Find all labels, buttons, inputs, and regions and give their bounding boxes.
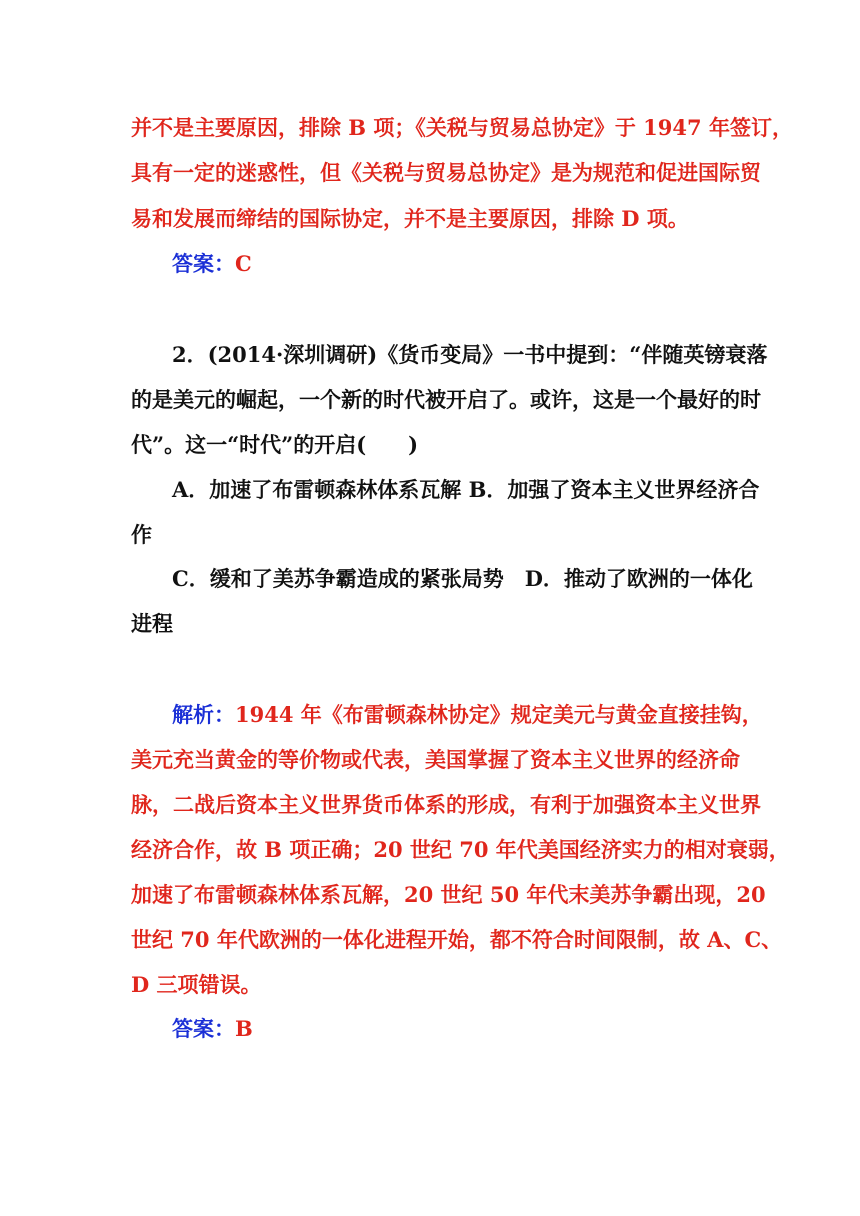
explanation-2-label: 解析：	[172, 702, 235, 727]
option-a-b-line: A．加速了布雷顿森林体系瓦解 B．加强了资本主义世界经济合	[172, 477, 760, 502]
answer-1	[172, 249, 731, 279]
explanation-2-line-4: 经济合作，故 B 项正确；20 世纪 70 年代美国经济实力的相对衰弱，	[131, 837, 790, 862]
option-b-continuation: 作	[131, 522, 152, 547]
answer-2-label: 答案：	[172, 1016, 235, 1041]
explanation-2-line-7: D 三项错误。	[131, 972, 262, 997]
explanation-1-line-1: 并不是主要原因，排除 B 项；《关税与贸易总协定》于 1947 年签订，	[131, 115, 793, 140]
option-d-continuation: 进程	[131, 611, 173, 636]
question-2-stem-line-1: 2．(2014·深圳调研)《货币变局》一书中提到：“伴随英镑衰落	[172, 342, 768, 367]
explanation-2-line-2: 美元充当黄金的等价物或代表，美国掌握了资本主义世界的经济命	[131, 747, 740, 772]
explanation-2-line-1	[172, 700, 763, 730]
explanation-2-line-3: 脉，二战后资本主义世界货币体系的形成，有利于加强资本主义世界	[131, 792, 761, 817]
option-c-d-line: C．缓和了美苏争霸造成的紧张局势 D．推动了欧洲的一体化	[172, 566, 753, 591]
answer-2-value: B	[235, 1016, 253, 1041]
explanation-2-line-5: 加速了布雷顿森林体系瓦解，20 世纪 50 年代末美苏争霸出现，20	[131, 882, 766, 907]
question-2-stem-line-2: 的是美元的崛起，一个新的时代被开启了。或许，这是一个最好的时	[131, 387, 761, 412]
question-2-stem-line-3: 代”。这一“时代”的开启( )	[131, 432, 419, 457]
explanation-2-line-1-text: 1944 年《布雷顿森林协定》规定美元与黄金直接挂钩，	[235, 702, 763, 727]
explanation-2-line-6: 世纪 70 年代欧洲的一体化进程开始，都不符合时间限制，故 A、C、	[131, 927, 783, 952]
answer-1-label: 答案：	[172, 251, 235, 276]
explanation-1-line-3: 易和发展而缔结的国际协定，并不是主要原因，排除 D 项。	[131, 206, 689, 231]
answer-1-value: C	[235, 251, 252, 276]
explanation-1-line-2: 具有一定的迷惑性，但《关税与贸易总协定》是为规范和促进国际贸	[131, 160, 761, 185]
answer-2	[172, 1014, 731, 1044]
